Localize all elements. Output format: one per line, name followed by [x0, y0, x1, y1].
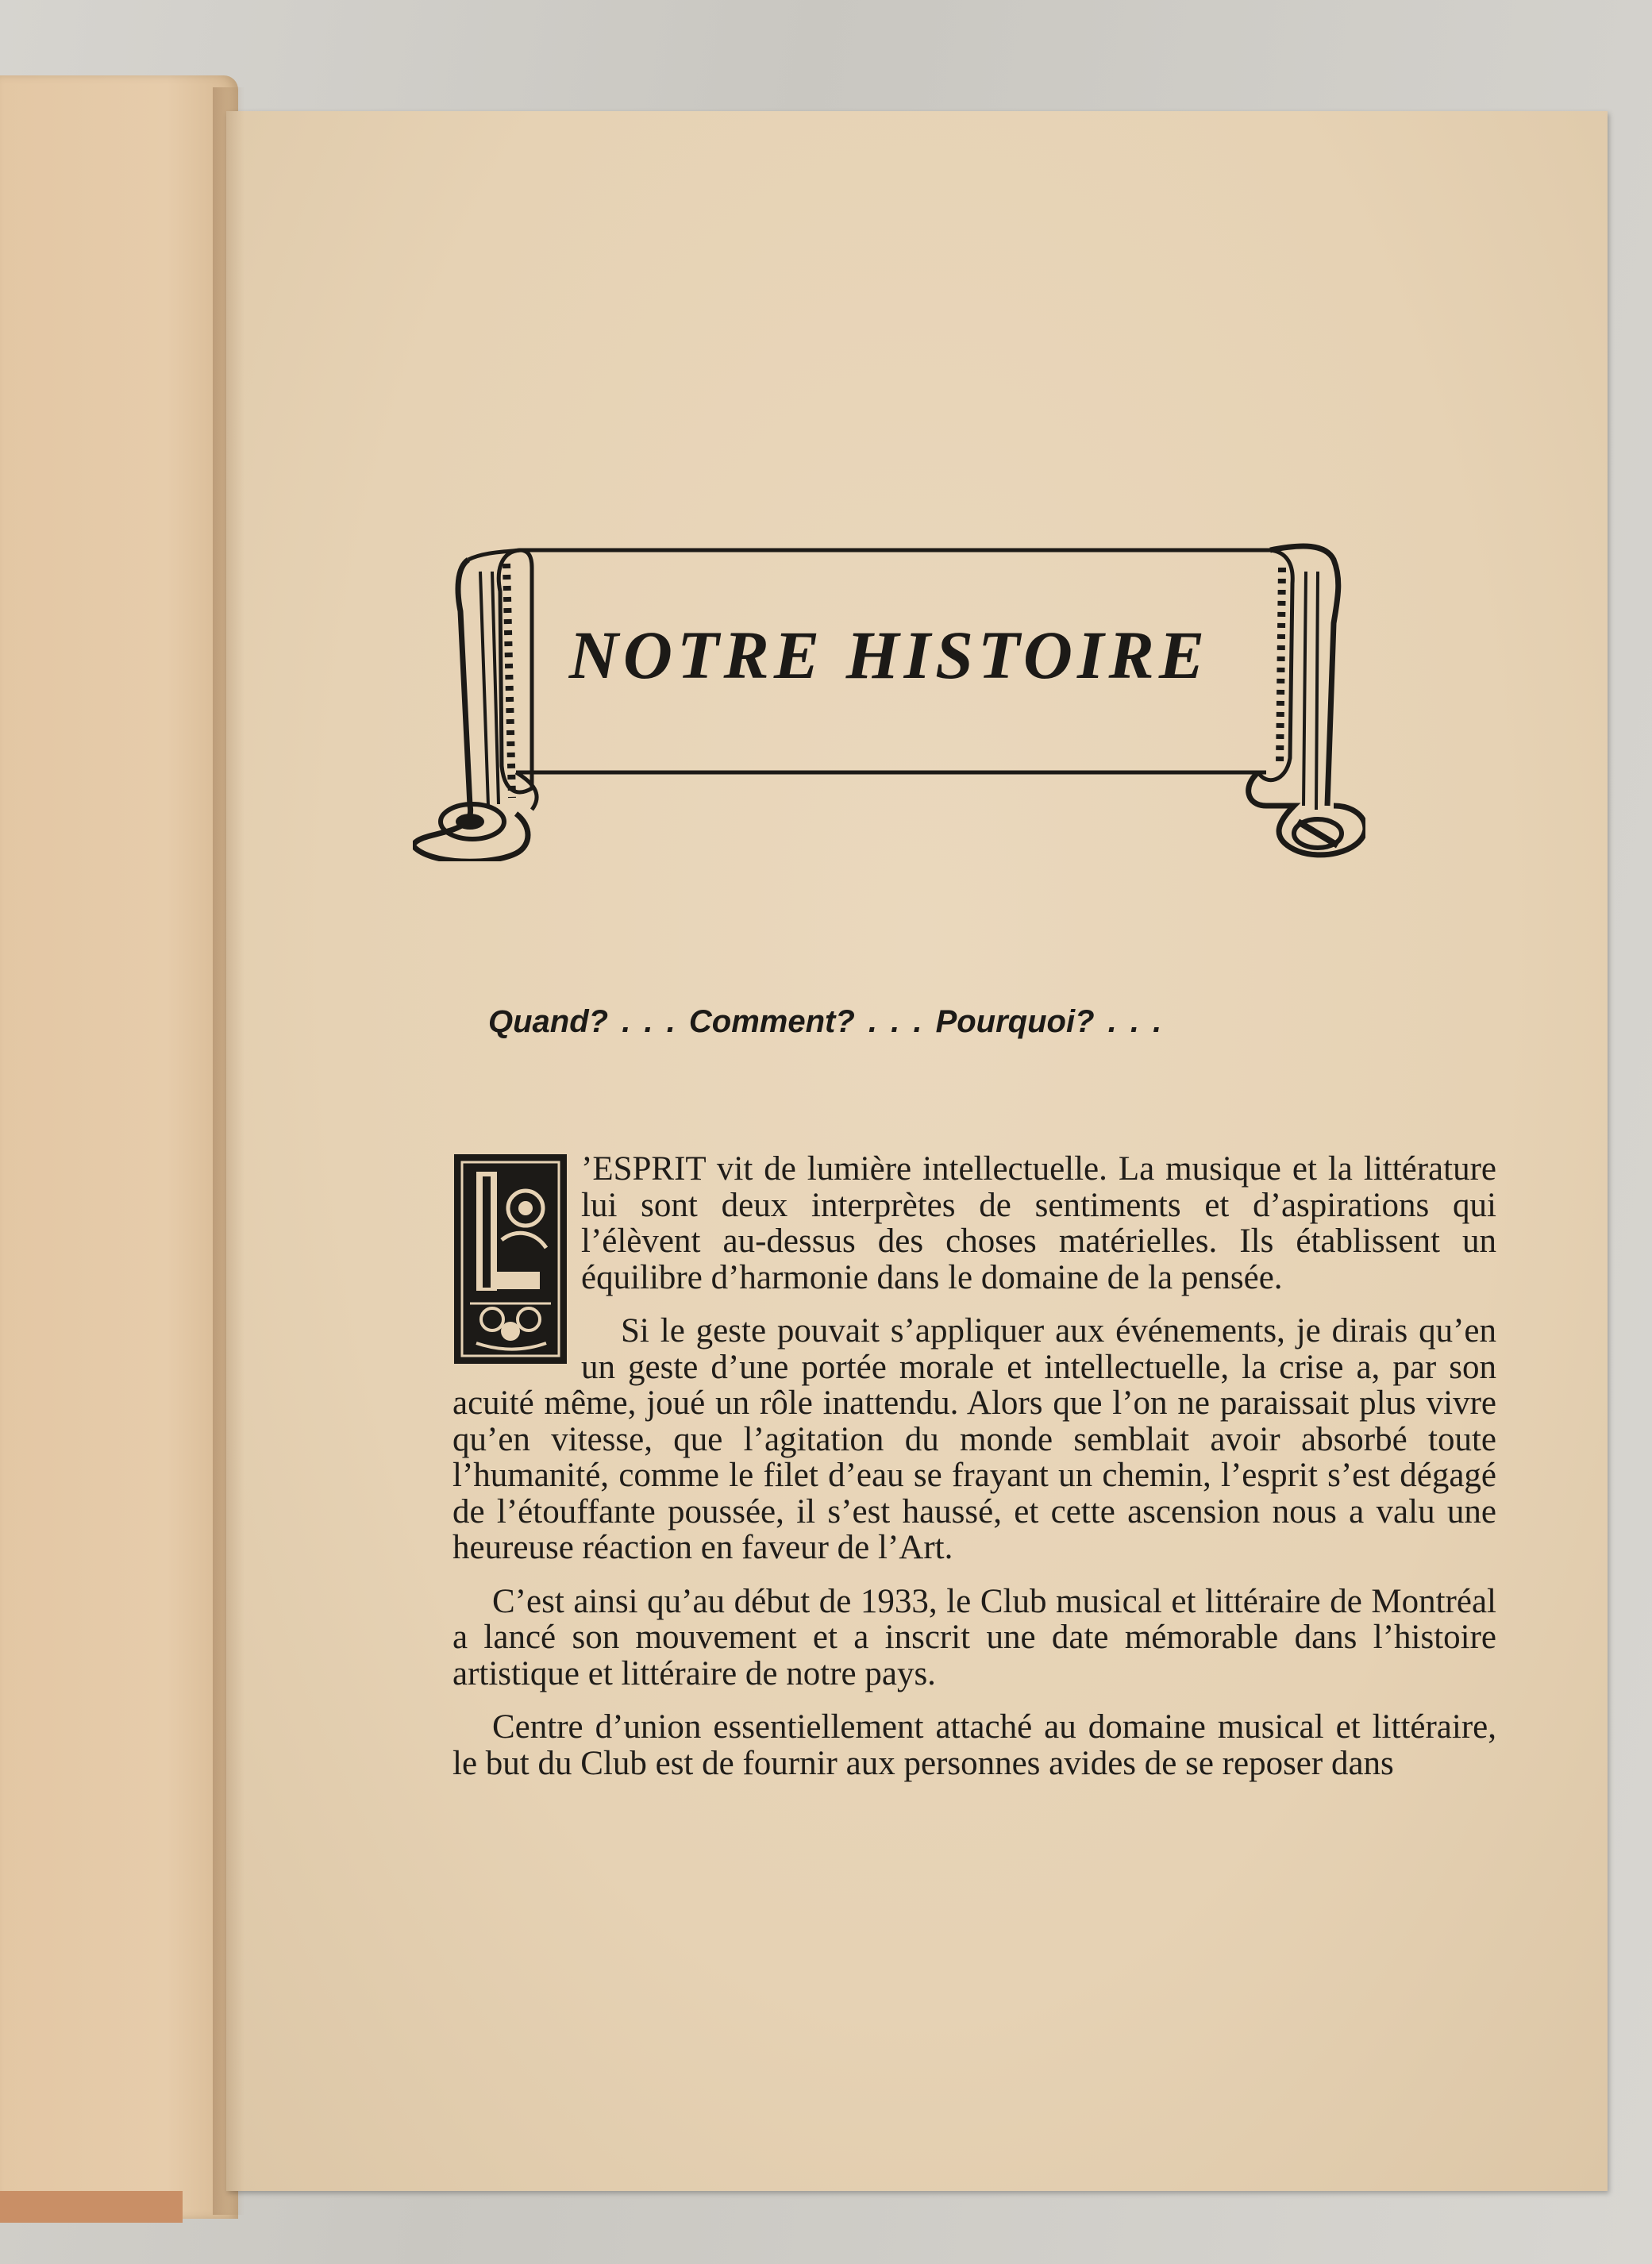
- ornamental-initial-icon: [452, 1153, 568, 1365]
- book-gutter: [213, 87, 245, 2215]
- paragraph: Si le geste pouvait s’appliquer aux événements, je dirais qu’en un geste d’une portée morale et intellectuelle, la crise a, par son acuité même, joué un rôle inattendu. Alors que l’on ne paraissait plus vivre qu’en vitesse, que l’agitation du monde semblait avoir absorbé toute l’humanité, comme le filet d’eau se frayant un chemin, l’esprit s’est dégagé de l’étouffante poussée, il s’est haussé, et cette ascension nous a valu une heureuse réaction en faveur de l’Art.: [452, 1312, 1496, 1566]
- paragraph: ’ESPRIT vit de lumière intellectuelle. La musique et la littérature lui sont deux interprètes de sentiments et d’aspirations qui l’élèvent au-dessus des choses matérielles. Ils établissent un équilibre d’harmonie dans le domaine de la pensée.: [581, 1150, 1496, 1296]
- body-text: [452, 1151, 1496, 1799]
- page-title: NOTRE HISTOIRE: [568, 617, 1210, 693]
- scroll-banner: [413, 433, 1365, 861]
- right-page: [226, 111, 1608, 2191]
- cover-edge: [0, 2191, 183, 2223]
- paragraph: C’est ainsi qu’au début de 1933, le Club musical et littéraire de Montréal a lancé son mouvement et a inscrit une date mémorable dans l’histoire artistique et littéraire de notre pays.: [452, 1582, 1496, 1692]
- page-content: [226, 111, 1608, 2191]
- left-page: [0, 75, 238, 2219]
- subtitle: Quand? . . . Comment? . . . Pourquoi? . . .: [488, 1004, 1162, 1039]
- paragraph: Centre d’union essentiellement attaché au domaine musical et littéraire, le but du Club est de fournir aux personnes avides de se reposer dans: [452, 1708, 1496, 1782]
